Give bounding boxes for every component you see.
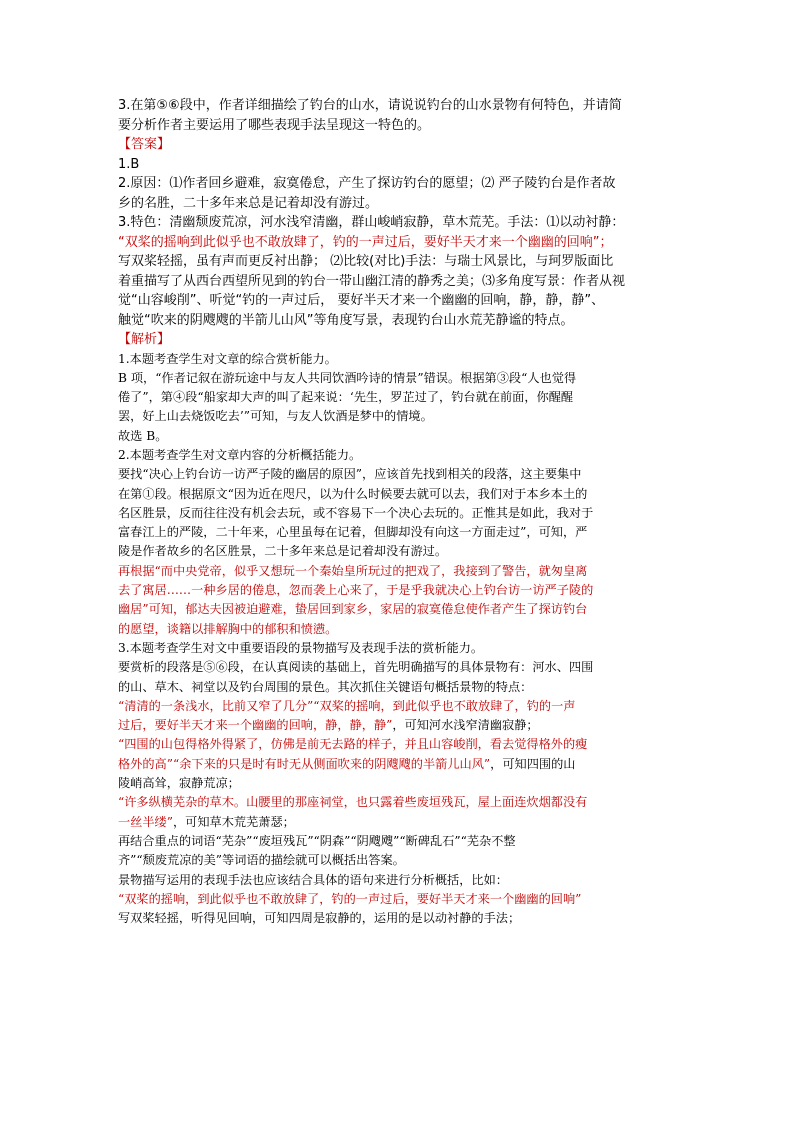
- analysis-3-quote-1-line: [118, 716, 678, 735]
- analysis-3-line-6: 景物描写运用的表现手法也应该结合具体的语句来进行分析概括，比如：: [118, 872, 508, 887]
- answer-3-quote: “双桨的摇响到此似乎也不敢放肆了，钓的一声过后，要好半天才来一个幽幽的回响”；: [118, 234, 613, 250]
- analysis-3-quote-2d: 陵峭高耸，寂静荒凉；: [118, 776, 240, 791]
- answer-2-line-2: 乡的名胜，二十多年来总是记着却没有游过。: [118, 195, 379, 211]
- analysis-3-quote-3b: 一丝半缕”: [118, 814, 173, 829]
- analysis-2-red-line-3: 幽居”可知，郁达夫因被迫避难，蛰居回到家乡，家居的寂寞倦怠使作者产生了探访钓台: [118, 602, 588, 617]
- analysis-3-line-5: 齐”“颓废荒凉的美”等词语的描绘就可以概括出答案。: [118, 853, 405, 868]
- analysis-3-quote-2a: “四围的山包得格外得紧了，仿佛是前无去路的样子，并且山容峻削，看去觉得格外的瘦: [118, 737, 588, 752]
- analysis-3-line-2: 要赏析的段落是⑤⑥段，在认真阅读的基础上，首先明确描写的具体景物有：河水、四围: [118, 660, 594, 675]
- analysis-3-quote-3a: “许多纵横芜杂的草木。山腰里的那座祠堂，也只露着些废垣残瓦，屋上面连炊烟都没有: [118, 795, 588, 810]
- answer-3-line-3: 写双桨轻摇，虽有声而更反衬出静； ⑵比较(对比)手法：与瑞士风景比，与珂罗版面比: [118, 254, 614, 269]
- analysis-2-line-3: 在第①段。根据原文“因为近在咫尺，以为什么时候要去就可以去，我们对于本乡本土的: [118, 486, 588, 501]
- analysis-2-red-line-4: 的愿望，谈籍以排解胸中的郁积和愤懑。: [118, 621, 338, 636]
- analysis-3-quote-3c: ，可知草木荒芜萧瑟；: [172, 814, 295, 829]
- analysis-3-quote-1c: ，可知河水浅窄清幽寂静；: [392, 718, 539, 733]
- answer-1: 1.B: [118, 156, 140, 172]
- question-3-line-1: 3.在第⑤⑥段中，作者详细描绘了钓台的山水，请说说钓台的山水景物有何特色，并请简: [118, 98, 622, 113]
- analysis-1-line-3: 倦了”，第④段“船家却大声的叫了起来说：‘先生，罗芷过了，钓台就在前面，你醒醒: [118, 390, 574, 405]
- answer-3-line-6: 触觉“吹来的阴飕飕的半箭儿山风”等角度写景，表现钓台山水荒芜静谧的特点。: [118, 312, 574, 328]
- analysis-3-quote-2c: ，可知四围的山: [490, 756, 576, 771]
- analysis-3-line-1: 3.本题考查学生对文中重要语段的景物描写及表现手法的赏析能力。: [118, 640, 484, 655]
- analysis-1-line-5: 故选 B。: [118, 428, 168, 443]
- analysis-section: [118, 350, 678, 929]
- analysis-2-red-line-2: 去了寓居……一种乡居的倦息，忽而袭上心来了，于是乎我就决心上钓台访一访严子陵的: [118, 583, 594, 598]
- analysis-2-line-2: 要找“决心上钓台访一访严子陵的幽居的原因”，应该首先找到相关的段落，这主要集中: [118, 467, 582, 482]
- analysis-3-line-3: 的山、草木、祠堂以及钓台周围的景色。其次抓住关键语句概括景物的特点：: [118, 679, 533, 694]
- document-page: [118, 96, 678, 928]
- analysis-3-quote-1a: “清清的一条浅水，比前又窄了几分”“双桨的摇响，到此似乎也不敢放肆了，钓的一声: [118, 698, 576, 713]
- analysis-2-line-5: 富春江上的严陵，二十年来，心里虽每在记着，但脚却没有向这一方面走过”，可知，严: [118, 525, 588, 540]
- analysis-2-line-4: 名区胜景，反而往往没有机会去玩，或不容易下一个决心去玩的。正惟其是如此，我对于: [118, 505, 594, 520]
- answer-section: [118, 155, 678, 331]
- question-3: [118, 96, 678, 135]
- analysis-3-quote-4: “双桨的摇响，到此似乎也不敢放肆了，钓的一声过后，要好半天才来一个幽幽的回响”: [118, 891, 582, 906]
- analysis-1-line-2: B 项，“作者记叙在游玩途中与友人共同饮酒吟诗的情景”错误。根据第③段“人也觉得: [118, 370, 577, 385]
- analysis-3-quote-3-line: [118, 813, 678, 832]
- answer-3-line-1: 3.特色：清幽颓废荒凉，河水浅窄清幽，群山峻峭寂静，草木荒芜。手法：⑴以动衬静：: [118, 215, 625, 230]
- answer-3-line-5: 觉“山容峻削”、听觉“钓的一声过后， 要好半天才来一个幽幽的回响，静，静，静”、: [118, 293, 605, 308]
- analysis-heading: 【解析】: [118, 332, 171, 347]
- answer-2-line-1: 2.原因：⑴作者回乡避难，寂寞倦怠，产生了探访钓台的愿望；⑵ 严子陵钓台是作者故: [118, 176, 616, 191]
- answer-3-line-4: 着重描写了从西台西望所见到的钓台一带山幽江清的静秀之美；⑶多角度写景：作者从视: [118, 273, 626, 289]
- analysis-1-line-1: 1.本题考查学生对文章的综合赏析能力。: [118, 351, 337, 366]
- analysis-2-red-line-1: 再根据“而中央党帝，似乎又想玩一个秦始皇所玩过的把戏了，我接到了警告，就匆皇离: [118, 563, 588, 578]
- analysis-1-line-4: 罢，好上山去烧饭吃去’”可知，与友人饮酒是梦中的情境。: [118, 409, 433, 424]
- answer-heading: 【答案】: [118, 137, 171, 152]
- analysis-3-line-7: 写双桨轻摇，听得见回响，可知四周是寂静的，运用的是以动衬静的手法；: [118, 911, 521, 926]
- analysis-3-line-4: 再结合重点的词语“芜杂”“废垣残瓦”“阴森”“阴飕飕”“断碑乱石”“芜杂不整: [118, 833, 516, 848]
- question-3-line-2: 要分析作者主要运用了哪些表现手法呈现这一特色的。: [118, 117, 431, 133]
- analysis-2-line-6: 陵是作者故乡的名区胜景，二十多年来总是记着却没有游过。: [118, 544, 448, 559]
- analysis-3-quote-1b: 过后，要好半天才来一个幽幽的回响，静，静，静”: [118, 718, 393, 733]
- analysis-3-quote-2-line: [118, 755, 678, 774]
- analysis-3-quote-2b: 格外的高”“余下来的只是时有时无从侧面吹来的阴飕飕的半箭儿山风”: [118, 756, 491, 771]
- analysis-2-line-1: 2.本题考查学生对文章内容的分析概括能力。: [118, 447, 362, 462]
